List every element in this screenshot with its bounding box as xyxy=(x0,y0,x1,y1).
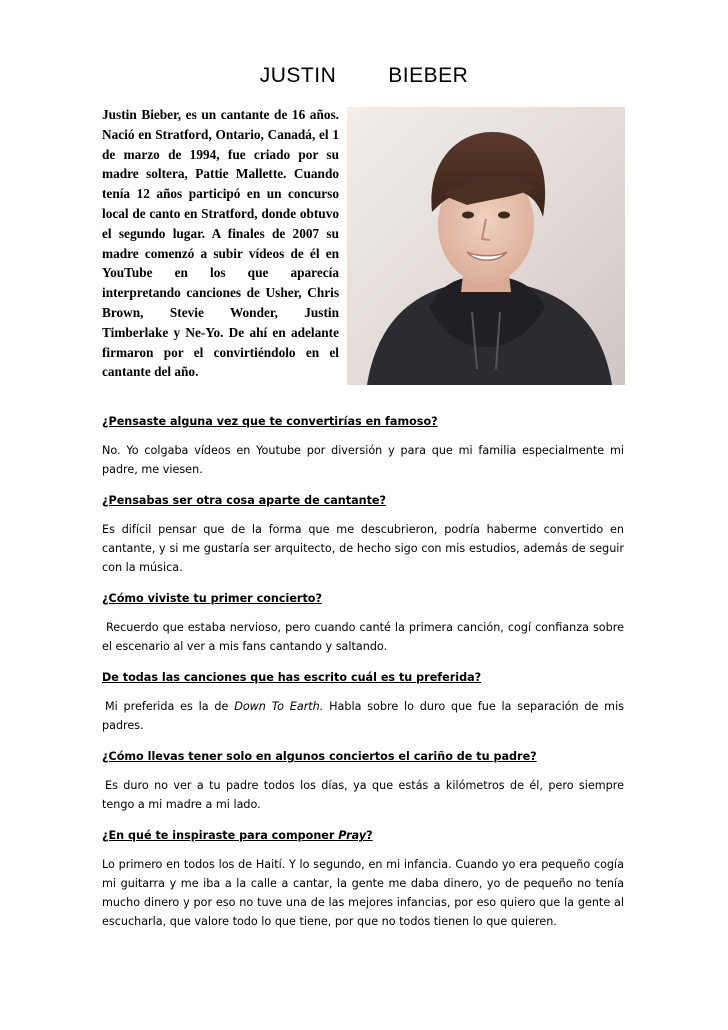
answer-3: Recuerdo que estaba nervioso, pero cuando canté la primera canción, cogí confianza sobre el escenario al ver a mis fans cantando y saltando. xyxy=(102,621,624,653)
interview-section xyxy=(102,414,624,945)
intro-paragraph: Justin Bieber, es un cantante de 16 años. Nació en Stratford, Ontario, Canadá, el 1 de marzo de 1994, fue criado por su madre soltera, Pattie Mallette. Cuando tenía 12 años participó en un concurso local de canto en Stratford, donde obtuvo el segundo lugar. A finales de 2007 su madre comenzó a subir vídeos de él en YouTube en los que aparecía interpretando canciones de Usher, Chris Brown, Stevie Wonder, Justin Timberlake y Ne-Yo. De ahí en adelante firmaron por el convirtiéndolo en el cantante del año. xyxy=(102,107,339,380)
answer-4 xyxy=(102,697,624,735)
answer-4-text-start: Mi preferida es la de xyxy=(105,700,235,713)
title-last-word: BIEBER xyxy=(388,64,469,87)
page-title xyxy=(0,64,728,88)
question-4: De todas las canciones que has escrito cuál es tu preferida? xyxy=(102,671,482,684)
question-3: ¿Cómo viviste tu primer concierto? xyxy=(102,592,322,605)
answer-1: No. Yo colgaba vídeos en Youtube por diversión y para que mi familia especialmente mi padre, me viesen. xyxy=(102,444,624,476)
song-title-pray: Pray xyxy=(338,829,367,842)
song-title: Down To Earth. xyxy=(234,700,324,713)
question-5: ¿Cómo llevas tener solo en algunos conciertos el cariño de tu padre? xyxy=(102,750,537,763)
answer-6: Lo primero en todos los de Haití. Y lo segundo, en mi infancia. Cuando yo era pequeño cogía mi guitarra y me iba a la calle a cantar, la gente me daba dinero, yo de pequeño no tenía mucho dinero y por eso no tuve una de las mejores infancias, por eso quiero que la gente al escucharla, que valore todo lo que tiene, por que no todos tienen lo que quieren. xyxy=(102,858,624,928)
title-first-word: JUSTIN xyxy=(259,64,337,87)
portrait-photo xyxy=(347,107,625,385)
question-6-text-start: ¿En qué te inspiraste para componer xyxy=(102,829,339,842)
answer-2: Es difícil pensar que de la forma que me descubrieron, podría haberme convertido en cantante, y si me gustaría ser arquitecto, de hecho sigo con mis estudios, además de seguir con la música. xyxy=(102,523,624,574)
answer-5: Es duro no ver a tu padre todos los días, ya que estás a kilómetros de él, pero siempre tengo a mi madre a mi lado. xyxy=(102,779,624,811)
question-6-text-end: ? xyxy=(366,829,373,842)
question-6 xyxy=(102,828,624,843)
answer-4-text-end: Habla sobre lo duro que fue la separación de mis padres. xyxy=(102,700,625,732)
question-2: ¿Pensabas ser otra cosa aparte de cantante? xyxy=(102,494,387,507)
question-1: ¿Pensaste alguna vez que te convertirías en famoso? xyxy=(102,415,438,428)
